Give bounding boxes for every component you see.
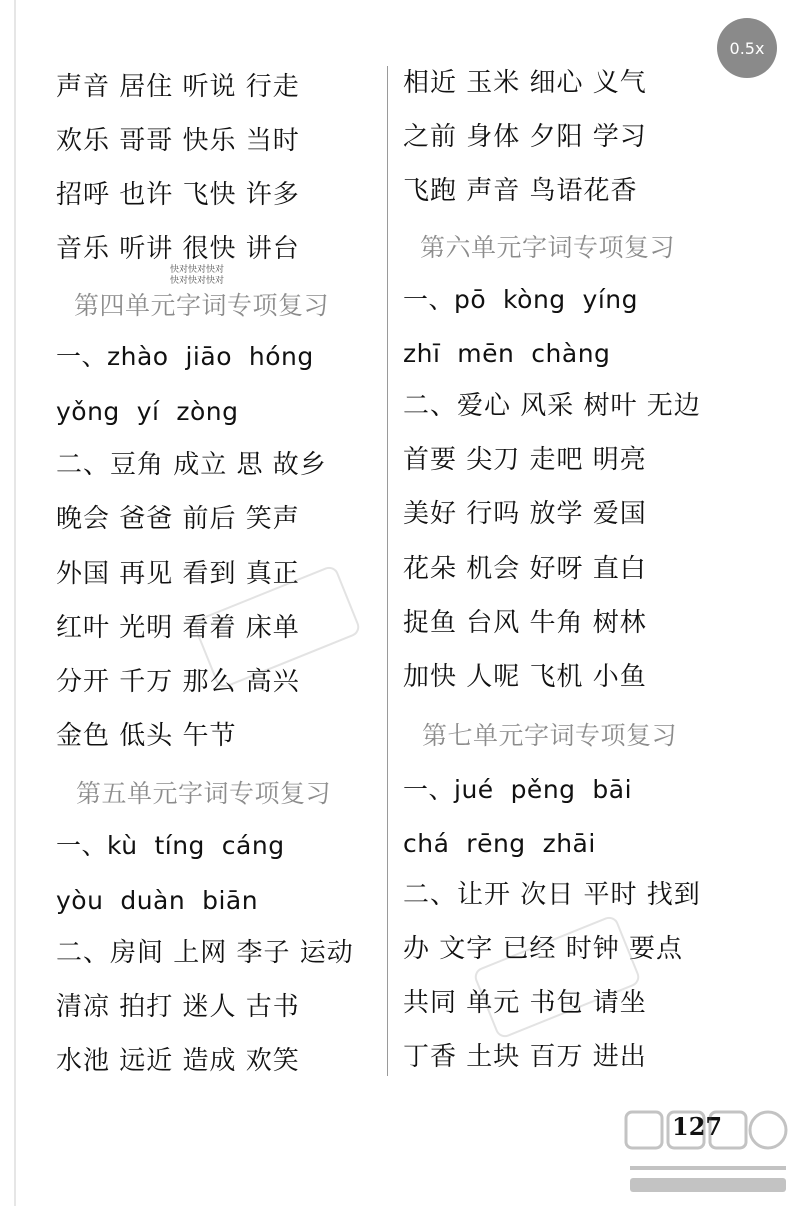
pinyin-line: chá rēng zhāi: [403, 829, 596, 858]
word-line: 欢乐 哥哥 快乐 当时: [56, 126, 300, 156]
word-line: 二、让开 次日 平时 找到: [403, 880, 701, 910]
word-line: 二、豆角 成立 思 故乡: [56, 450, 327, 480]
pinyin-line: yòu duàn biān: [56, 886, 259, 915]
pinyin-line: 一、jué pěng bāi: [403, 775, 633, 804]
page-edge: [14, 0, 16, 1206]
word-line: 水池 远近 造成 欢笑: [56, 1046, 300, 1076]
word-line: 之前 身体 夕阳 学习: [403, 122, 647, 152]
word-line: 晚会 爸爸 前后 笑声: [56, 504, 300, 534]
word-line: 分开 千万 那么 高兴: [56, 667, 300, 697]
word-line: 清凉 拍打 迷人 古书: [56, 992, 300, 1022]
word-line: 办 文字 已经 时钟 要点: [403, 934, 684, 964]
watermark-stamp: 快对快对快对 快对快对快对: [170, 265, 225, 286]
unit5-heading: 第五单元字词专项复习: [76, 779, 332, 808]
pinyin-line: yǒng yí zòng: [56, 397, 239, 426]
word-line: 二、房间 上网 李子 运动: [56, 938, 354, 968]
zoom-level-button[interactable]: 0.5x: [717, 18, 777, 78]
word-line: 金色 低头 午节: [56, 721, 237, 751]
word-line: 共同 单元 书包 请坐: [403, 988, 647, 1018]
page-number: 127: [672, 1112, 723, 1141]
word-line: 招呼 也许 飞快 许多: [56, 180, 300, 210]
unit7-heading: 第七单元字词专项复习: [422, 721, 678, 750]
word-line: 加快 人呢 飞机 小鱼: [403, 662, 647, 692]
word-line: 飞跑 声音 鸟语花香: [403, 176, 638, 206]
word-line: 外国 再见 看到 真正: [56, 559, 300, 589]
watermark-logo: [622, 1108, 792, 1198]
word-line: 美好 行吗 放学 爱国: [403, 499, 647, 529]
pinyin-line: 一、zhào jiāo hóng: [56, 342, 314, 371]
word-line: 红叶 光明 看着 床单: [56, 613, 300, 643]
word-line: 二、爱心 风采 树叶 无边: [403, 391, 701, 421]
word-line: 首要 尖刀 走吧 明亮: [403, 445, 647, 475]
column-divider: [387, 66, 388, 1076]
pinyin-line: 一、kù tíng cáng: [56, 831, 285, 860]
unit6-heading: 第六单元字词专项复习: [420, 233, 676, 262]
word-line: 相近 玉米 细心 义气: [403, 68, 647, 98]
word-line: 音乐 听讲 很快 讲台: [56, 234, 300, 264]
pinyin-line: zhī mēn chàng: [403, 339, 611, 368]
pinyin-line: 一、pō kòng yíng: [403, 285, 639, 314]
word-line: 丁香 土块 百万 进出: [403, 1042, 647, 1072]
word-line: 花朵 机会 好呀 直白: [403, 554, 647, 584]
word-line: 捉鱼 台风 牛角 树林: [403, 608, 647, 638]
word-line: 声音 居住 听说 行走: [56, 72, 300, 102]
unit4-heading: 第四单元字词专项复习: [74, 291, 330, 320]
